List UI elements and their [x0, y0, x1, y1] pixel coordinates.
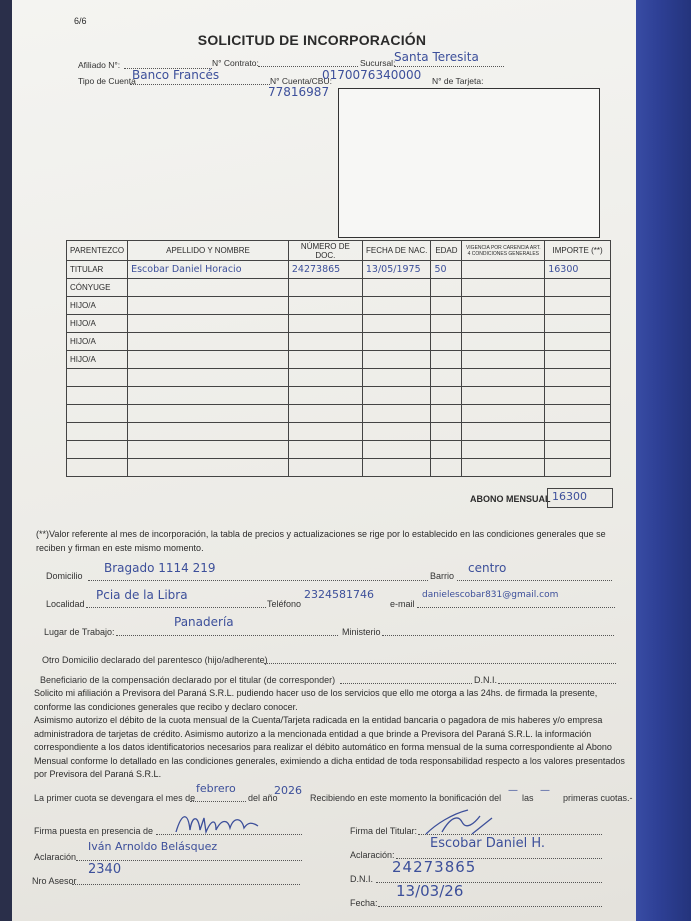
cell-edad: 50 [431, 261, 462, 279]
cell-edad [431, 315, 462, 333]
afiliacion-paragraph: Solicito mi afiliación a Previsora del Paraná S.R.L. pudiendo hacer uso de los servicios que ello me otorga a las 24hs. de firmada la presente, conforme las condiciones generales que recibo y declaro conocer. [34, 688, 598, 712]
form-sheet [12, 0, 636, 921]
cell-numero-doc [288, 315, 362, 333]
localidad-value: Pcia de la Libra [96, 588, 188, 602]
cell-numero-doc [288, 441, 362, 459]
contrato-line [258, 66, 358, 67]
asesor-line [72, 884, 300, 885]
col-parentezco: PARENTEZCO [67, 241, 128, 261]
table-row [67, 423, 611, 441]
firma-titular-label: Firma del Titular: [350, 826, 418, 836]
table-row [67, 441, 611, 459]
cell-apellido-nombre [128, 459, 289, 477]
col-edad: EDAD [431, 241, 462, 261]
cell-parentezco: TITULAR [67, 261, 128, 279]
cell-edad [431, 441, 462, 459]
cell-apellido-nombre [128, 315, 289, 333]
email-line [417, 607, 615, 608]
cell-apellido-nombre [128, 369, 289, 387]
table-row [67, 387, 611, 405]
cell-vigencia [462, 261, 545, 279]
email-label: e-mail [390, 599, 415, 609]
beneficiario-dni-label: D.N.I. [474, 675, 498, 685]
cell-vigencia [462, 279, 545, 297]
cell-vigencia [462, 405, 545, 423]
col-fecha-nac: FECHA DE NAC. [362, 241, 431, 261]
aclaracion-titular-value: Escobar Daniel H. [430, 836, 546, 851]
cell-parentezco: HIJO/A [67, 297, 128, 315]
domicilio-label: Domicilio [46, 571, 83, 581]
table-row [67, 405, 611, 423]
cell-numero-doc [288, 369, 362, 387]
cell-parentezco [67, 405, 128, 423]
cell-importe: 16300 [545, 261, 611, 279]
cell-vigencia [462, 441, 545, 459]
cell-fecha-nac [362, 441, 431, 459]
tipo-cuenta-line [130, 84, 270, 85]
abono-mensual-label: ABONO MENSUAL [470, 494, 551, 504]
cell-edad [431, 387, 462, 405]
cuota-mes-value: febrero [196, 782, 236, 795]
cell-edad [431, 459, 462, 477]
cell-importe [545, 423, 611, 441]
cell-numero-doc [288, 297, 362, 315]
cell-apellido-nombre [128, 441, 289, 459]
cell-parentezco [67, 369, 128, 387]
cell-importe [545, 279, 611, 297]
cell-edad [431, 279, 462, 297]
table-row [67, 369, 611, 387]
cell-edad [431, 351, 462, 369]
cuota-dash-1: — [508, 785, 518, 796]
cell-numero-doc [288, 333, 362, 351]
cuenta-value-2: 77816987 [268, 85, 330, 99]
form-title: SOLICITUD DE INCORPORACIÓN [197, 32, 427, 48]
cell-apellido-nombre [128, 333, 289, 351]
cell-edad [431, 423, 462, 441]
page-number: 6/6 [74, 16, 87, 26]
cell-fecha-nac [362, 405, 431, 423]
family-table [66, 240, 611, 477]
ministerio-label: Ministerio [342, 627, 381, 637]
cell-numero-doc [288, 423, 362, 441]
beneficiario-line [340, 683, 472, 684]
cuenta-label: N° Cuenta/CBU: [270, 76, 332, 86]
barrio-line [457, 580, 612, 581]
cell-fecha-nac [362, 297, 431, 315]
cell-apellido-nombre: Escobar Daniel Horacio [128, 261, 289, 279]
cell-edad [431, 333, 462, 351]
table-row [67, 261, 611, 279]
cuota-prefix: La primer cuota se devengara el mes de [34, 793, 196, 803]
cell-vigencia [462, 297, 545, 315]
cell-vigencia [462, 459, 545, 477]
contrato-label: N° Contrato: [212, 58, 259, 68]
card-photo-box [338, 88, 600, 238]
tarjeta-label: N° de Tarjeta: [432, 76, 484, 86]
cell-vigencia [462, 351, 545, 369]
cell-importe [545, 333, 611, 351]
cell-apellido-nombre [128, 351, 289, 369]
cell-vigencia [462, 333, 545, 351]
localidad-label: Localidad [46, 599, 85, 609]
telefono-value: 2324581746 [304, 588, 374, 601]
otro-domicilio-line [264, 663, 616, 664]
cell-vigencia [462, 315, 545, 333]
cell-parentezco: HIJO/A [67, 351, 128, 369]
col-vigencia: VIGENCIA POR CARENCIA ART. 4 CONDICIONES GENERALES [462, 241, 545, 261]
cell-fecha-nac [362, 423, 431, 441]
cell-importe [545, 405, 611, 423]
cell-parentezco: CÓNYUGE [67, 279, 128, 297]
cell-parentezco: HIJO/A [67, 315, 128, 333]
cuenta-value: 0170076340000 [322, 68, 422, 82]
firma-presencia-line [156, 834, 302, 835]
firma-presencia-label: Firma puesta en presencia de [34, 826, 154, 836]
cell-vigencia [462, 387, 545, 405]
sucursal-line [394, 66, 504, 67]
domicilio-line [88, 580, 428, 581]
cuota-suffix: primeras cuotas.- [563, 793, 633, 803]
trabajo-line [116, 635, 338, 636]
col-numero-doc: NÚMERO DE DOC. [288, 241, 362, 261]
cell-apellido-nombre [128, 297, 289, 315]
cuota-dash-2: — [540, 785, 550, 796]
otro-domicilio-label: Otro Domicilio declarado del parentesco (hijo/adherente) [42, 655, 268, 665]
table-row [67, 297, 611, 315]
cell-apellido-nombre [128, 405, 289, 423]
cell-fecha-nac [362, 351, 431, 369]
abono-mensual-box [547, 488, 613, 508]
beneficiario-dni-line [498, 683, 616, 684]
cell-numero-doc [288, 459, 362, 477]
aclaracion-value: Iván Arnoldo Belásquez [88, 840, 218, 853]
tipo-cuenta-label: Tipo de Cuenta [78, 76, 136, 86]
afiliado-label: Afiliado N°: [78, 60, 121, 70]
cell-importe [545, 315, 611, 333]
cell-fecha-nac [362, 459, 431, 477]
barrio-value: centro [468, 561, 507, 575]
localidad-line [86, 607, 266, 608]
cell-parentezco [67, 387, 128, 405]
cell-fecha-nac [362, 387, 431, 405]
sucursal-label: Sucursal: [360, 58, 396, 68]
cell-numero-doc [288, 351, 362, 369]
abono-mensual-value: 16300 [552, 490, 587, 503]
telefono-label: Teléfono [267, 599, 302, 609]
dni-value: 24273865 [392, 858, 477, 876]
price-note: (**)Valor referente al mes de incorporación, la tabla de precios y actualizaciones se rige por lo establecido en las condiciones generales que se reciben y firman en este mismo momento. [36, 529, 606, 553]
barrio-label: Barrio [430, 571, 455, 581]
cell-fecha-nac [362, 279, 431, 297]
firma-titular-line [418, 834, 602, 835]
table-row [67, 351, 611, 369]
fecha-label: Fecha: [350, 898, 378, 908]
aclaracion-line [76, 860, 302, 861]
beneficiario-label: Beneficiario de la compensación declarado por el titular (de corresponder) [40, 675, 336, 685]
tipo-cuenta-value: Banco Francés [132, 68, 220, 82]
aclaracion-label: Aclaración [34, 852, 77, 862]
table-row [67, 315, 611, 333]
cell-importe [545, 459, 611, 477]
col-apellido-nombre: APELLIDO Y NOMBRE [128, 241, 289, 261]
asesor-label: Nro Asesor [32, 876, 77, 886]
cell-importe [545, 351, 611, 369]
table-row [67, 459, 611, 477]
cell-parentezco [67, 423, 128, 441]
cell-numero-doc [288, 387, 362, 405]
domicilio-value: Bragado 1114 219 [104, 561, 216, 575]
binder-edge [630, 0, 691, 921]
fecha-value: 13/03/26 [396, 882, 464, 900]
asesor-value: 2340 [88, 862, 122, 877]
aclaracion-titular-label: Aclaración: [350, 850, 395, 860]
cell-vigencia [462, 423, 545, 441]
email-value: danielescobar831@gmail.com [422, 590, 559, 600]
cell-importe [545, 297, 611, 315]
cell-apellido-nombre [128, 279, 289, 297]
table-row [67, 279, 611, 297]
cell-importe [545, 387, 611, 405]
family-table-header [67, 241, 611, 261]
debito-paragraph: Asimismo autorizo el débito de la cuota mensual de la Cuenta/Tarjeta radicada en la entidad bancaria o pagadora de mis haberes y/o empresa administradora de tarjetas de crédito. Asimismo autorizo a la mencionada entidad a que brinde a Previsora del Paraná S.R.L. la información correspondiente a los datos identificatorios necesarios para realizar el débito automático en forma mensual de la suma correspondiente al Abono Mensual conforme lo detallado en las condiciones generales, eximiendo a dicha entidad de toda responsabilidad respecto a los valores presentados por Previsora del Paraná S.R.L. [34, 715, 625, 779]
trabajo-value: Panadería [174, 615, 234, 629]
ministerio-line [382, 635, 614, 636]
cell-parentezco: HIJO/A [67, 333, 128, 351]
cuota-mes-line [190, 801, 246, 802]
col-importe: IMPORTE (**) [545, 241, 611, 261]
cell-importe [545, 369, 611, 387]
cell-edad [431, 297, 462, 315]
cell-parentezco [67, 441, 128, 459]
cell-edad [431, 405, 462, 423]
cell-numero-doc [288, 405, 362, 423]
cell-apellido-nombre [128, 423, 289, 441]
cell-numero-doc [288, 279, 362, 297]
dni-label: D.N.I. [350, 874, 374, 884]
cell-numero-doc: 24273865 [288, 261, 362, 279]
cuota-mid: Recibiendo en este momento la bonificación del [310, 793, 502, 803]
cuota-anio-label: del año [248, 793, 278, 803]
cell-fecha-nac: 13/05/1975 [362, 261, 431, 279]
trabajo-label: Lugar de Trabajo: [44, 627, 115, 637]
cell-fecha-nac [362, 333, 431, 351]
fecha-line [378, 906, 602, 907]
cell-importe [545, 441, 611, 459]
cell-vigencia [462, 369, 545, 387]
cell-fecha-nac [362, 369, 431, 387]
cuota-anio-value: 2026 [274, 784, 302, 797]
cuota-las: las [522, 793, 534, 803]
cell-parentezco [67, 459, 128, 477]
cell-apellido-nombre [128, 387, 289, 405]
sucursal-value: Santa Teresita [394, 50, 479, 64]
cell-edad [431, 369, 462, 387]
table-row [67, 333, 611, 351]
cell-fecha-nac [362, 315, 431, 333]
